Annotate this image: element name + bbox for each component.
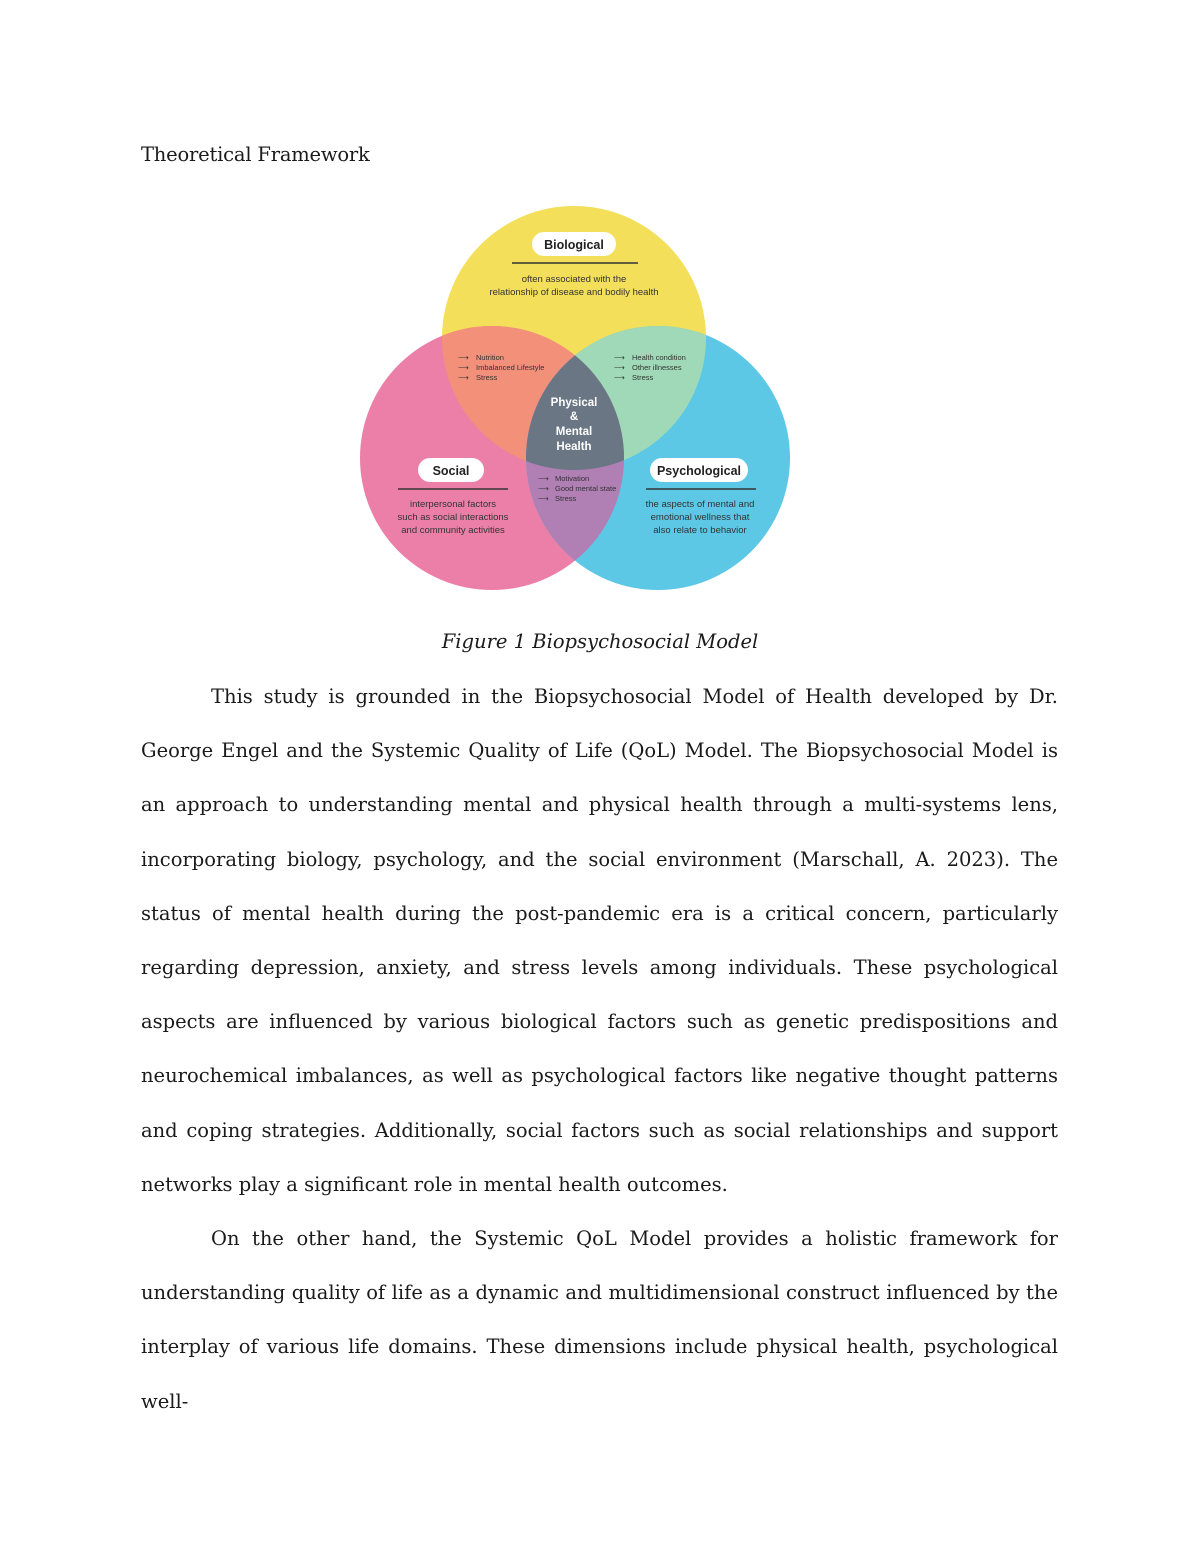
bio-social-factor-2: Imbalanced Lifestyle bbox=[476, 363, 545, 372]
arrow-icon: ⟶ bbox=[538, 484, 549, 493]
social-label: Social bbox=[432, 464, 470, 478]
biological-description-line-1: often associated with the bbox=[521, 274, 627, 285]
biopsychosocial-venn-diagram bbox=[352, 200, 798, 596]
paragraph: This study is grounded in the Biopsychosocial Model of Health developed by Dr. George Engel and the Systemic Quality of Life (QoL) Model. The Biopsychosocial Model is an approach to understanding mental and physical health through a multi-systems lens, incorporating biology, psychology, and the social environment (Marschall, A. 2023). The status of mental health during the post-pandemic era is a critical concern, particularly regarding depression, anxiety, and stress levels among individuals. These psychological aspects are influenced by various biological factors such as genetic predispositions and neurochemical imbalances, as well as psychological factors like negative thought patterns and coping strategies. Additionally, social factors such as social relationships and support networks play a significant role in mental health outcomes. bbox=[141, 685, 1058, 1196]
social-psych-factor-2: Good mental state bbox=[555, 484, 617, 493]
center-label-line-4: Health bbox=[556, 441, 592, 453]
section-heading: Theoretical Framework bbox=[141, 143, 370, 166]
arrow-icon: ⟶ bbox=[458, 373, 469, 382]
arrow-icon: ⟶ bbox=[538, 494, 549, 503]
arrow-icon: ⟶ bbox=[614, 363, 625, 372]
bio-psych-factor-3: Stress bbox=[632, 373, 654, 382]
bio-psych-factor-1: Health condition bbox=[632, 353, 686, 362]
arrow-icon: ⟶ bbox=[614, 373, 625, 382]
psychological-description-line-2: emotional wellness that bbox=[650, 512, 750, 523]
center-label-line-2: & bbox=[569, 411, 579, 423]
biological-description-line-2: relationship of disease and bodily health bbox=[489, 287, 659, 298]
social-psych-factor-1: Motivation bbox=[555, 474, 590, 483]
arrow-icon: ⟶ bbox=[614, 353, 625, 362]
arrow-icon: ⟶ bbox=[538, 474, 549, 483]
bio-social-factor-1: Nutrition bbox=[476, 353, 504, 362]
psychological-description-line-3: also relate to behavior bbox=[653, 525, 747, 536]
center-label-line-3: Mental bbox=[555, 426, 593, 438]
body-text bbox=[141, 670, 1058, 1429]
arrow-icon: ⟶ bbox=[458, 363, 469, 372]
center-label-line-1: Physical bbox=[550, 397, 598, 409]
arrow-icon: ⟶ bbox=[458, 353, 469, 362]
psychological-label: Psychological bbox=[656, 464, 742, 478]
bio-psych-factor-2: Other illnesses bbox=[632, 363, 682, 372]
bio-social-factor-3: Stress bbox=[476, 373, 498, 382]
social-description-line-3: and community activities bbox=[401, 525, 505, 536]
social-description-line-1: interpersonal factors bbox=[409, 499, 497, 510]
psychological-description-line-1: the aspects of mental and bbox=[645, 499, 755, 510]
paragraph: On the other hand, the Systemic QoL Model provides a holistic framework for understanding quality of life as a dynamic and multidimensional construct influenced by the interplay of various life domains. These dimensions include physical health, psychological well- bbox=[141, 1227, 1058, 1413]
social-psych-factor-3: Stress bbox=[555, 494, 577, 503]
biological-label: Biological bbox=[544, 238, 604, 252]
social-description-line-2: such as social interactions bbox=[397, 512, 509, 523]
figure-caption: Figure 1 Biopsychosocial Model bbox=[441, 630, 759, 653]
